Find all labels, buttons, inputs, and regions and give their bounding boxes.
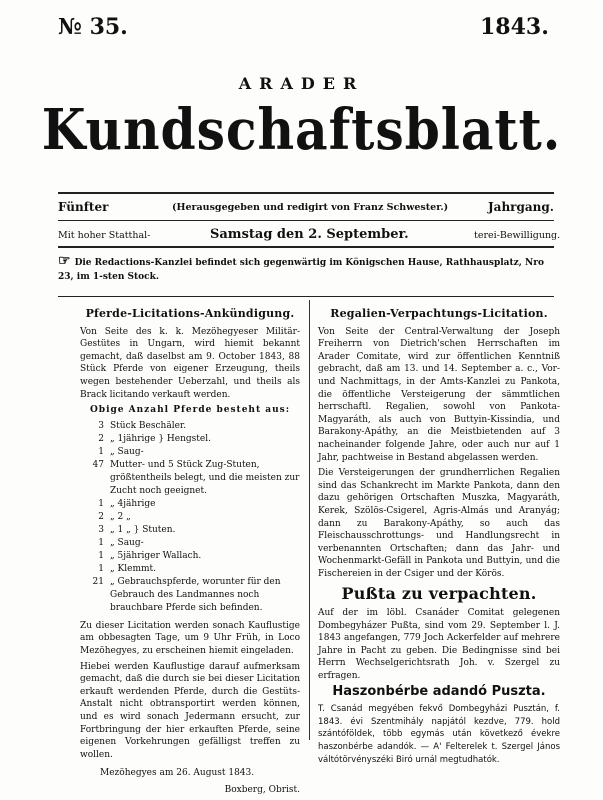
- list-item: 21 „ Gebrauchspferde, worunter für den Gebrauch des Landmannes noch brauchbare Pferde sich befinden.: [92, 576, 281, 613]
- list-item: 1 „ Saug-: [98, 446, 144, 457]
- notice-rule: [58, 296, 554, 297]
- regalien-paragraph-2: Die Versteigerungen der grundherrlichen Regalien sind das Schankrecht im Markte Pankota, dann den dazu gehörigen Ortschaften Muszka, Magyaráth, Kerek, Szölös-Csigerel, Agris-Almás und Aranyág; dann zu Barakony-Apáthy, so auch das Fleischausschrottungs- und Handlungsrecht in verbenannten Ortschaften; dann das Jahr- und Wochenmarkt-Gefäll in Pankota und Buttyin, und die Fischereien in der Csiger und der Körös.: [318, 468, 560, 579]
- horse-list: [80, 420, 300, 615]
- list-item: 2 „ 2 „: [98, 511, 131, 522]
- list-item: 3 „ 1 „ } Stuten.: [98, 524, 176, 535]
- editorial-notice: [58, 254, 558, 284]
- list-item: 1 „ 4jährige: [98, 498, 156, 509]
- left-paragraph-3: Hiebei werden Kauflustige darauf aufmerksam gemacht, daß die durch sie bei dieser Licitation erkauft werdenden Pferde, durch die Gestüts-Anstalt nicht obtransportirt werden können, und es wird sonach Jedermann ersucht, zur Fortbringung der hier erkauften Pferde, seine eigenen Vorkehrungen gefälligst treffen zu wollen.: [80, 661, 300, 760]
- pointing-hand-icon: ☞: [58, 253, 71, 269]
- right-column: [318, 306, 560, 769]
- left-column: [80, 306, 300, 796]
- hungarian-paragraph: T. Csanád megyében fekvő Dombegyházi Pusztán, f. 1843. évi Szentmihály napjától kezdve, 779. hold szántóföldek, több egymás után következő évekre haszonbérbe adandók. — A' Felterelek t. Szergel János váltótörvényszéki Biró urnál megtudhatók.: [318, 704, 560, 765]
- list-item: 47 Mutter- und 5 Stück Zug-Stuten, größtentheils belegt, und die meisten zur Zucht noch geeignet.: [92, 459, 300, 496]
- left-heading: Pferde-Licitations-Ankündigung.: [85, 307, 295, 320]
- pussta-paragraph: Auf der im löbl. Csanáder Comitat gelegenen Dombegyházer Pußta, sind vom 29. September l. J. 1843 angefangen, 779 Joch Ackerfelder auf mehrere Jahre in Pacht zu geben. Die Bedingnisse sind bei Herrn Wechselgerichtsrath Joh. v. Szergel zu erfragen.: [318, 608, 560, 682]
- left-paragraph-2: Zu dieser Licitation werden sonach Kauflustige am obbesagten Tage, um 9 Uhr Früh, in Loco Mezöhegyes, zu erscheinen hiemit eingeladen.: [80, 620, 300, 656]
- list-item: 2 „ 1jährige } Hengstel.: [98, 433, 211, 444]
- column-divider: [309, 300, 310, 740]
- notice-text: Die Redactions-Kanzlei befindet sich gegenwärtig im Königschen Hause, Rathhausplatz, Nro 23, im 1-sten Stock.: [58, 258, 544, 282]
- list-item: 1 „ 5jähriger Wallach.: [98, 550, 202, 561]
- masthead-title: Kundschaftsblatt.: [41, 97, 562, 163]
- left-paragraph-1: Von Seite des k. k. Mezöhegyeser Militär-Gestütes in Ungarn, wird hiemit bekannt gemacht, daß daselbst am 9. October 1843, 88 Stück Pferde von eigener Erzeugung, theils wegen bestehender Ueberzahl, und theils als Brack licitando verkauft werden.: [80, 326, 300, 400]
- regalien-heading: Regalien-Verpachtungs-Licitation.: [330, 307, 548, 320]
- masthead-subtitle: ARADER: [238, 74, 365, 93]
- list-item: 1 „ Klemmt.: [98, 563, 156, 574]
- masthead-rule-bottom: [58, 246, 554, 248]
- place-date: Mezöhegyes am 26. August 1843.: [100, 768, 255, 779]
- list-item: 3 Stück Beschäler.: [98, 420, 187, 431]
- list-intro: Obige Anzahl Pferde besteht aus:: [89, 405, 291, 416]
- list-item: 1 „ Saug-: [98, 537, 144, 548]
- issue-date: Samstag den 2. September.: [210, 227, 409, 242]
- edition-label: Fünfter: [58, 200, 109, 214]
- volume-label: Jahrgang.: [488, 200, 554, 214]
- editor-line: (Herausgegeben und redigirt von Franz Schwester.): [172, 202, 449, 213]
- signature: Boxberg, Obrist.: [224, 784, 300, 795]
- pussta-heading: Pußta zu verpachten.: [341, 584, 537, 604]
- permission-left: Mit hoher Statthal-: [58, 230, 151, 241]
- hungarian-heading: Haszonbérbe adandó Puszta.: [332, 683, 546, 699]
- permission-right: terei-Bewilligung.: [474, 230, 561, 241]
- masthead-rule-mid: [58, 220, 554, 221]
- year: 1843.: [480, 14, 549, 40]
- issue-number: № 35.: [58, 14, 128, 40]
- masthead-rule-top: [58, 192, 554, 194]
- regalien-paragraph-1: Von Seite der Central-Verwaltung der Joseph Freiherrn von Dietrich'schen Herrschaften im Arader Comitate, wird zur öffentlichen Kenntniß gebracht, daß am 13. und 14. September a. c., Vor- und Nachmittags, in der Amts-Kanzlei zu Pankota, die öffentliche Versteigerung der sämmtlichen herrschaftl. Regalien, sowohl von Pankota-Magyaráth, als auch von Buttyin-Kissindia, und Barakony-Apáthy, an die Meistbietenden auf 3 nacheinander folgende Jahre, oder auch nur auf 1 Jahr, pachtweise in Bestand abgelassen werden.: [318, 326, 560, 463]
